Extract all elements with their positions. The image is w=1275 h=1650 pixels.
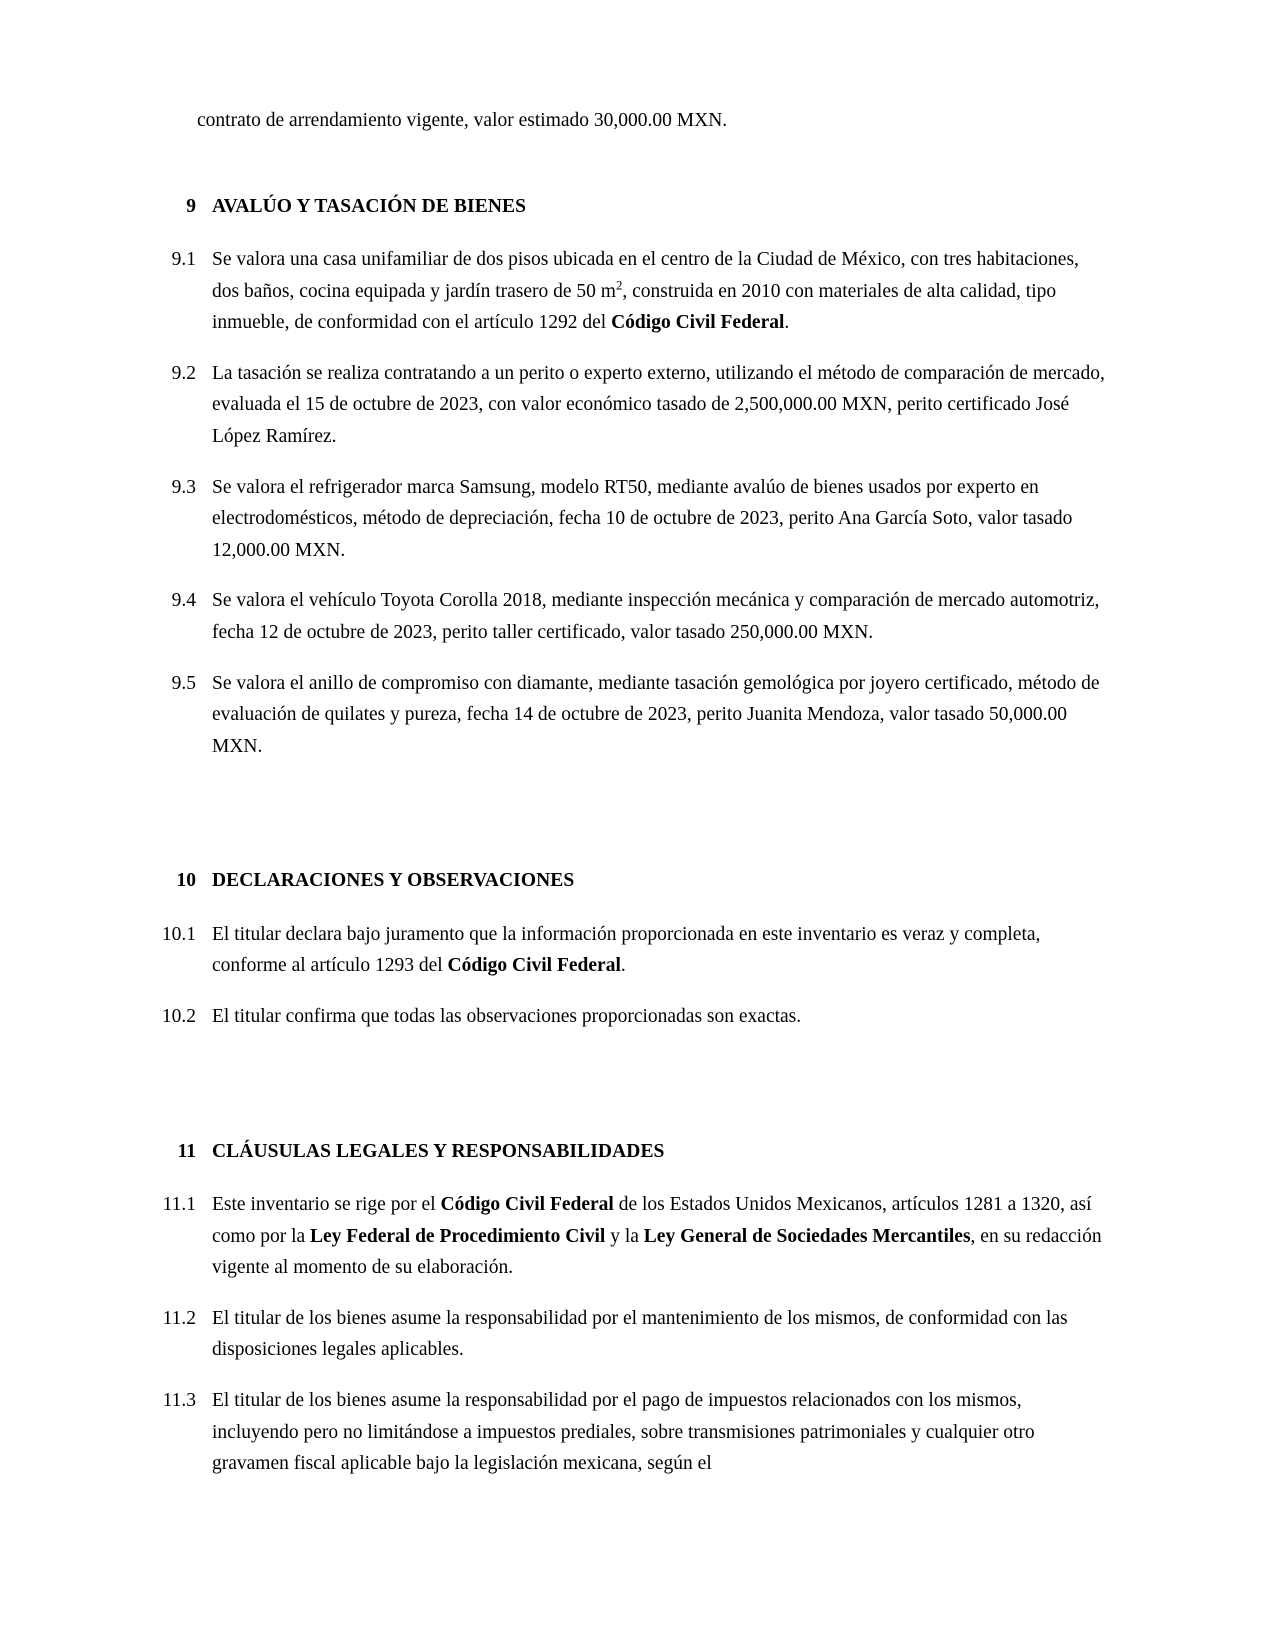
text-run: La tasación se realiza contratando a un perito o experto externo, utilizando el método de comparación de mercado, evaluada el 15 de octubre de 2023, con valor económico tasado de 2,500,000.00 MXN, perito certificado José López Ramírez. [212, 362, 1105, 448]
emphasized-text: Código Civil Federal [611, 312, 785, 334]
text-run: El titular confirma que todas las observaciones proporcionadas son exactas. [212, 1005, 802, 1027]
continued-paragraph: contrato de arrendamiento vigente, valor estimado 30,000.00 MXN. [197, 110, 728, 131]
clause-9.4 [150, 585, 1110, 648]
clause-text [212, 1303, 1110, 1366]
section-number: 10 [176, 870, 196, 892]
clause-number: 10.2 [161, 1005, 196, 1027]
clause-number: 11.2 [162, 1307, 196, 1329]
clause-text [212, 1385, 1110, 1480]
clause-9.2 [150, 358, 1110, 453]
clause-number: 9.5 [171, 672, 196, 694]
clause-9.3 [150, 472, 1110, 567]
section-spacer [150, 781, 1110, 811]
document-content [150, 105, 1110, 1480]
superscript-text: 2 [615, 278, 623, 293]
clause-text [212, 244, 1110, 339]
text-run: Se valora una casa unifamiliar de dos pisos ubicada en el centro de la Ciudad de México, con tres habitaciones, dos baños, cocina equipada y jardín trasero de 50 m [212, 249, 1079, 302]
text-run: . [784, 312, 790, 334]
clause-10.1 [150, 919, 1110, 982]
clause-text [212, 1189, 1110, 1284]
clause-11.2 [150, 1303, 1110, 1366]
clause-9.5 [150, 668, 1110, 763]
text-run: y la [605, 1225, 644, 1247]
clause-11.3 [150, 1385, 1110, 1480]
clause-text [212, 919, 1110, 982]
clause-text [212, 668, 1110, 763]
clause-number: 9.1 [171, 249, 196, 271]
section-title: AVALÚO Y TASACIÓN DE BIENES [212, 195, 527, 217]
clause-text [212, 472, 1110, 567]
text-run: El titular de los bienes asume la responsabilidad por el mantenimiento de los mismos, de conformidad con las disposiciones legales aplicables. [212, 1307, 1068, 1361]
text-run: Se valora el anillo de compromiso con diamante, mediante tasación gemológica por joyero certificado, método de evaluación de quilates y pureza, fecha 14 de octubre de 2023, perito Juanita Mendoza, valor tasado 50,000.00 MXN. [212, 672, 1100, 757]
emphasized-text: Código Civil Federal [440, 1194, 614, 1216]
text-run: El titular de los bienes asume la responsabilidad por el pago de impuestos relacionados con los mismos, incluyendo pero no limitándose a impuestos prediales, sobre transmisiones patrimoniales y cualquier otro gravamen fiscal aplicable bajo la legislación mexicana, según el [212, 1390, 1035, 1475]
clause-9.1 [150, 244, 1110, 339]
sections-container [150, 191, 1110, 1480]
clause-text [212, 358, 1110, 453]
section-title: DECLARACIONES Y OBSERVACIONES [212, 870, 575, 892]
text-run: El titular declara bajo juramento que la información proporcionada en este inventario es veraz y completa, conforme al artículo 1293 del [212, 923, 1041, 977]
emphasized-text: Ley General de Sociedades Mercantiles [643, 1225, 971, 1247]
emphasized-text: Ley Federal de Procedimiento Civil [310, 1225, 606, 1247]
clause-number: 11.3 [162, 1390, 196, 1412]
section-title: CLÁUSULAS LEGALES Y RESPONSABILIDADES [212, 1140, 665, 1162]
text-run: Este inventario se rige por el [212, 1194, 441, 1216]
clause-11.1 [150, 1189, 1110, 1284]
clause-number: 9.2 [171, 362, 196, 384]
text-run: , construida en 2010 con materiales de alta calidad, tipo inmueble, de conformidad con el artículo 1292 del [212, 280, 1057, 334]
clause-10.2 [150, 1001, 1110, 1033]
clause-number: 9.4 [171, 590, 196, 612]
clause-number: 11.1 [162, 1194, 196, 1216]
text-run: . [620, 955, 626, 977]
section-number: 9 [186, 195, 196, 217]
section-number: 11 [177, 1140, 196, 1162]
clause-text [212, 1001, 1110, 1033]
clause-text [212, 585, 1110, 648]
section-heading-11 [150, 1136, 1110, 1168]
text-run: Se valora el vehículo Toyota Corolla 2018, mediante inspección mecánica y comparación de mercado automotriz, fecha 12 de octubre de 2023, perito taller certificado, valor tasado 250,000.00 MXN. [212, 590, 1100, 643]
section-heading-9 [150, 191, 1110, 223]
clause-number: 9.3 [171, 476, 196, 498]
text-run: de los Estados Unidos Mexicanos, artículos 1281 a 1320, así como por la [212, 1194, 1092, 1247]
text-run: , en su redacción vigente al momento de su elaboración. [212, 1225, 1102, 1279]
emphasized-text: Código Civil Federal [447, 955, 621, 977]
section-heading-10 [150, 865, 1110, 897]
section-spacer [150, 1052, 1110, 1082]
text-run: Se valora el refrigerador marca Samsung, modelo RT50, mediante avalúo de bienes usados por experto en electrodomésticos, método de depreciación, fecha 10 de octubre de 2023, perito Ana García Soto, valor tasado 12,000.00 MXN. [212, 476, 1073, 561]
clause-number: 10.1 [161, 923, 196, 945]
